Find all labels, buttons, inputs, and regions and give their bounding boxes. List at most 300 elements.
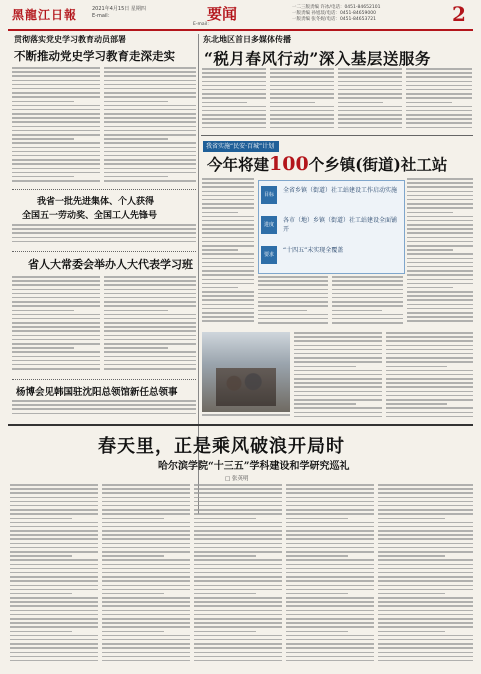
lead-body-col1 bbox=[10, 484, 98, 668]
text-line bbox=[286, 513, 374, 515]
top-right-body-col3 bbox=[338, 68, 402, 132]
text-line bbox=[378, 497, 473, 499]
text-line bbox=[194, 518, 256, 520]
text-line bbox=[102, 656, 190, 658]
text-line bbox=[12, 241, 196, 243]
text-line bbox=[406, 97, 472, 99]
text-line bbox=[407, 224, 473, 226]
text-line bbox=[270, 122, 334, 124]
text-line bbox=[202, 266, 254, 268]
text-line bbox=[194, 568, 282, 570]
callout-1 bbox=[261, 184, 401, 208]
social-work-headline-post: 个乡镇(街道)社工站 bbox=[308, 155, 448, 174]
text-line bbox=[102, 534, 190, 536]
newspaper-logo: 黑龍江日報 bbox=[12, 8, 78, 22]
text-line bbox=[194, 501, 282, 503]
text-line bbox=[104, 159, 196, 161]
text-line bbox=[294, 391, 382, 393]
text-line bbox=[286, 614, 374, 616]
text-line bbox=[194, 585, 282, 587]
text-line bbox=[10, 635, 98, 637]
text-line bbox=[12, 147, 100, 149]
text-line bbox=[378, 610, 473, 612]
text-line bbox=[378, 501, 473, 503]
text-line bbox=[202, 224, 254, 226]
text-line bbox=[378, 643, 473, 645]
text-line bbox=[338, 97, 402, 99]
text-line bbox=[407, 245, 473, 247]
callout-1-icon: 目标 bbox=[261, 186, 277, 204]
text-line bbox=[10, 593, 72, 595]
text-line bbox=[407, 191, 473, 193]
text-line bbox=[286, 610, 374, 612]
text-line bbox=[102, 501, 190, 503]
text-line bbox=[286, 576, 374, 578]
text-line bbox=[286, 622, 374, 624]
text-line bbox=[12, 224, 196, 226]
text-line bbox=[286, 492, 374, 494]
text-line bbox=[378, 551, 473, 553]
photo-caption bbox=[202, 414, 290, 422]
text-line bbox=[386, 386, 473, 388]
text-line bbox=[286, 564, 374, 566]
text-line bbox=[378, 647, 473, 649]
text-line bbox=[378, 555, 445, 557]
text-line bbox=[12, 339, 100, 341]
text-line bbox=[102, 580, 190, 582]
text-line bbox=[12, 176, 74, 178]
text-line bbox=[407, 228, 473, 230]
text-line bbox=[258, 310, 307, 312]
text-line bbox=[406, 76, 472, 78]
text-line bbox=[10, 559, 98, 561]
text-line bbox=[386, 412, 473, 414]
text-line bbox=[102, 618, 190, 620]
text-line bbox=[12, 71, 100, 73]
text-line bbox=[407, 186, 473, 188]
text-line bbox=[10, 501, 98, 503]
top-right-kicker: 东北地区首日多媒体传播 bbox=[203, 34, 291, 44]
text-line bbox=[10, 576, 98, 578]
text-line bbox=[102, 593, 164, 595]
text-line bbox=[12, 155, 100, 157]
text-line bbox=[378, 564, 473, 566]
text-line bbox=[406, 102, 452, 104]
text-line bbox=[12, 330, 100, 332]
text-line bbox=[286, 505, 374, 507]
text-line bbox=[202, 241, 254, 243]
text-line bbox=[10, 643, 98, 645]
text-line bbox=[294, 349, 382, 351]
callout-1-text: 全省乡镇（街道）社工站建设工作启动实施 bbox=[283, 187, 398, 194]
lead-body-col2 bbox=[102, 484, 190, 668]
top-right-body-col4 bbox=[406, 68, 472, 132]
text-line bbox=[407, 287, 453, 289]
text-line bbox=[386, 357, 473, 359]
lead-subheadline: 哈尔滨学院“十三五”学科建设和学研究巡礼 bbox=[158, 461, 350, 472]
text-line bbox=[386, 353, 473, 355]
text-line bbox=[202, 212, 238, 214]
text-line bbox=[270, 81, 334, 83]
text-line bbox=[202, 253, 254, 255]
text-line bbox=[378, 576, 473, 578]
text-line bbox=[194, 530, 282, 532]
text-line bbox=[194, 626, 282, 628]
text-line bbox=[407, 308, 473, 310]
text-line bbox=[10, 652, 98, 654]
text-line bbox=[407, 266, 473, 268]
text-line bbox=[10, 564, 98, 566]
section-title: 要闻 bbox=[207, 5, 238, 23]
top-right-rule bbox=[201, 135, 473, 136]
text-line bbox=[104, 80, 196, 82]
text-line bbox=[338, 122, 402, 124]
lead-body-col4 bbox=[286, 484, 374, 668]
text-line bbox=[378, 622, 473, 624]
text-line bbox=[378, 635, 473, 637]
text-line bbox=[202, 199, 254, 201]
text-line bbox=[10, 568, 98, 570]
text-line bbox=[286, 585, 374, 587]
text-line bbox=[102, 518, 164, 520]
text-line bbox=[104, 105, 196, 107]
text-line bbox=[102, 614, 190, 616]
top-right-body-col2 bbox=[270, 68, 334, 132]
text-line bbox=[104, 134, 196, 136]
text-line bbox=[102, 605, 190, 607]
text-line bbox=[386, 403, 447, 405]
text-line bbox=[286, 597, 374, 599]
text-line bbox=[104, 163, 196, 165]
text-line bbox=[286, 522, 374, 524]
text-line bbox=[378, 492, 473, 494]
text-line bbox=[286, 572, 374, 574]
social-work-body-col-a bbox=[294, 332, 382, 422]
text-line bbox=[286, 501, 374, 503]
text-line bbox=[194, 647, 282, 649]
text-line bbox=[202, 299, 254, 301]
text-line bbox=[102, 543, 190, 545]
text-line bbox=[386, 361, 473, 363]
text-line bbox=[102, 492, 190, 494]
social-work-body-col-b bbox=[386, 332, 473, 422]
text-line bbox=[286, 580, 374, 582]
text-line bbox=[338, 118, 402, 120]
text-line bbox=[407, 241, 473, 243]
volunteer-headline: 全国五一劳动奖、全国工人先锋号 bbox=[22, 211, 158, 221]
text-line bbox=[286, 555, 348, 557]
callout-2-text: 各市（地）乡镇（街道）社工站建设全面铺开 bbox=[283, 217, 398, 233]
text-line bbox=[12, 180, 100, 182]
text-line bbox=[294, 361, 382, 363]
text-line bbox=[202, 72, 266, 74]
text-line bbox=[407, 203, 473, 205]
text-line bbox=[10, 492, 98, 494]
text-line bbox=[202, 81, 266, 83]
text-line bbox=[202, 320, 254, 322]
text-line bbox=[202, 122, 266, 124]
text-line bbox=[294, 336, 382, 338]
text-line bbox=[104, 318, 196, 320]
text-line bbox=[378, 652, 473, 654]
text-line bbox=[12, 280, 100, 282]
text-line bbox=[338, 72, 402, 74]
text-line bbox=[102, 589, 190, 591]
callout-2-icon: 进度 bbox=[261, 216, 277, 234]
text-line bbox=[294, 370, 382, 372]
email-line: E-mail： bbox=[92, 13, 113, 19]
text-line bbox=[104, 71, 196, 73]
text-line bbox=[286, 530, 374, 532]
text-line bbox=[104, 356, 196, 358]
text-line bbox=[338, 76, 402, 78]
text-line bbox=[407, 258, 473, 260]
text-line bbox=[12, 134, 100, 136]
text-line bbox=[202, 127, 266, 129]
text-line bbox=[386, 349, 473, 351]
text-line bbox=[378, 505, 473, 507]
text-line bbox=[12, 318, 100, 320]
text-line bbox=[12, 151, 100, 153]
text-line bbox=[332, 276, 403, 278]
callout-2 bbox=[261, 214, 401, 238]
text-line bbox=[332, 314, 403, 316]
volunteer-rule bbox=[12, 189, 196, 190]
text-line bbox=[294, 395, 382, 397]
text-line bbox=[12, 413, 196, 415]
text-line bbox=[10, 614, 98, 616]
text-line bbox=[10, 580, 98, 582]
text-line bbox=[12, 126, 100, 128]
text-line bbox=[10, 518, 72, 520]
text-line bbox=[102, 505, 190, 507]
text-line bbox=[332, 280, 403, 282]
text-line bbox=[406, 118, 472, 120]
text-line bbox=[338, 127, 402, 129]
social-work-body-col1 bbox=[202, 178, 254, 328]
text-line bbox=[194, 564, 282, 566]
text-line bbox=[407, 195, 473, 197]
text-line bbox=[194, 643, 282, 645]
text-line bbox=[12, 356, 100, 358]
text-line bbox=[12, 117, 100, 119]
lead-byline: □ 张英明 bbox=[225, 476, 249, 482]
text-line bbox=[406, 110, 472, 112]
text-line bbox=[270, 127, 334, 129]
text-line bbox=[378, 547, 473, 549]
text-line bbox=[406, 85, 472, 87]
text-line bbox=[286, 652, 374, 654]
text-line bbox=[407, 249, 453, 251]
text-line bbox=[12, 293, 100, 295]
text-line bbox=[10, 618, 98, 620]
text-line bbox=[104, 101, 168, 103]
text-line bbox=[270, 72, 334, 74]
text-line bbox=[12, 284, 100, 286]
contact-line-2: 一版责编 孙旭琰/电话：0451-84659000 bbox=[292, 11, 376, 16]
text-line bbox=[194, 580, 282, 582]
text-line bbox=[194, 551, 282, 553]
text-line bbox=[202, 304, 254, 306]
text-line bbox=[258, 297, 328, 299]
text-line bbox=[194, 660, 282, 662]
text-line bbox=[202, 114, 266, 116]
text-line bbox=[407, 295, 473, 297]
text-line bbox=[104, 113, 196, 115]
text-line bbox=[102, 522, 190, 524]
text-line bbox=[10, 513, 98, 515]
text-line bbox=[286, 635, 374, 637]
text-line bbox=[386, 407, 473, 409]
text-line bbox=[12, 228, 196, 230]
text-line bbox=[407, 283, 473, 285]
text-line bbox=[270, 110, 334, 112]
text-line bbox=[378, 589, 473, 591]
text-line bbox=[104, 347, 168, 349]
text-line bbox=[12, 335, 100, 337]
text-line bbox=[258, 322, 328, 324]
text-line bbox=[406, 89, 472, 91]
text-line bbox=[406, 106, 472, 108]
text-line bbox=[407, 212, 453, 214]
text-line bbox=[378, 660, 473, 662]
text-line bbox=[378, 522, 473, 524]
text-line bbox=[378, 488, 473, 490]
text-line bbox=[270, 93, 334, 95]
text-line bbox=[104, 322, 196, 324]
text-line bbox=[10, 639, 98, 641]
text-line bbox=[12, 96, 100, 98]
text-line bbox=[286, 618, 374, 620]
text-line bbox=[10, 530, 98, 532]
text-line bbox=[202, 258, 254, 260]
text-line bbox=[258, 318, 328, 320]
text-line bbox=[12, 75, 100, 77]
text-line bbox=[386, 366, 447, 368]
social-work-headline-number: 100 bbox=[269, 153, 309, 175]
text-line bbox=[338, 102, 383, 104]
text-line bbox=[258, 314, 328, 316]
text-line bbox=[194, 572, 282, 574]
text-line bbox=[286, 509, 374, 511]
text-line bbox=[194, 526, 282, 528]
text-line bbox=[104, 84, 196, 86]
news-photo bbox=[202, 332, 290, 412]
text-line bbox=[194, 513, 282, 515]
text-line bbox=[10, 509, 98, 511]
text-line bbox=[102, 568, 190, 570]
text-line bbox=[12, 130, 100, 132]
text-line bbox=[332, 305, 403, 307]
text-line bbox=[294, 378, 382, 380]
text-line bbox=[104, 117, 196, 119]
text-line bbox=[407, 199, 473, 201]
text-line bbox=[202, 274, 254, 276]
text-line bbox=[286, 660, 374, 662]
text-line bbox=[270, 114, 334, 116]
text-line bbox=[102, 585, 190, 587]
text-line bbox=[10, 660, 98, 662]
top-left-body-col2 bbox=[104, 67, 196, 185]
text-line bbox=[12, 351, 100, 353]
text-line bbox=[202, 237, 254, 239]
text-line bbox=[194, 505, 282, 507]
meeting-rule bbox=[12, 251, 196, 252]
text-line bbox=[194, 614, 282, 616]
text-line bbox=[10, 555, 72, 557]
text-line bbox=[407, 182, 473, 184]
shenyang-rule bbox=[12, 379, 196, 380]
text-line bbox=[270, 102, 315, 104]
text-line bbox=[286, 538, 374, 540]
text-line bbox=[338, 81, 402, 83]
text-line bbox=[378, 601, 473, 603]
text-line bbox=[104, 121, 196, 123]
text-line bbox=[12, 113, 100, 115]
text-line bbox=[104, 138, 168, 140]
text-line bbox=[104, 335, 196, 337]
text-line bbox=[202, 186, 254, 188]
text-line bbox=[12, 404, 196, 406]
text-line bbox=[102, 530, 190, 532]
text-line bbox=[378, 605, 473, 607]
text-line bbox=[10, 572, 98, 574]
lead-rule bbox=[8, 424, 473, 426]
text-line bbox=[102, 538, 190, 540]
text-line bbox=[378, 585, 473, 587]
text-line bbox=[407, 262, 473, 264]
text-line bbox=[378, 538, 473, 540]
text-line bbox=[102, 610, 190, 612]
text-line bbox=[104, 75, 196, 77]
text-line bbox=[102, 652, 190, 654]
shenyang-headline: 杨博会见韩国驻沈阳总领馆新任总领事 bbox=[16, 387, 178, 398]
text-line bbox=[286, 631, 348, 633]
text-line bbox=[102, 559, 190, 561]
text-line bbox=[12, 297, 100, 299]
text-line bbox=[12, 400, 196, 402]
text-line bbox=[194, 559, 282, 561]
text-line bbox=[12, 326, 100, 328]
text-line bbox=[104, 276, 196, 278]
text-line bbox=[12, 276, 100, 278]
text-line bbox=[202, 245, 254, 247]
text-line bbox=[378, 626, 473, 628]
text-line bbox=[286, 488, 374, 490]
text-line bbox=[104, 368, 196, 370]
text-line bbox=[104, 96, 196, 98]
text-line bbox=[202, 182, 254, 184]
text-line bbox=[202, 85, 266, 87]
text-line bbox=[378, 639, 473, 641]
text-line bbox=[194, 605, 282, 607]
text-line bbox=[104, 130, 196, 132]
text-line bbox=[104, 280, 196, 282]
text-line bbox=[202, 191, 254, 193]
meeting-headline: 省人大常委会举办人大代表学习班 bbox=[28, 258, 193, 271]
text-line bbox=[338, 114, 402, 116]
text-line bbox=[270, 97, 334, 99]
text-line bbox=[378, 631, 445, 633]
email-secondary: E-mail： bbox=[193, 22, 212, 27]
top-left-body-col1 bbox=[12, 67, 100, 185]
text-line bbox=[102, 626, 190, 628]
text-line bbox=[294, 399, 382, 401]
text-line bbox=[102, 647, 190, 649]
text-line bbox=[102, 601, 190, 603]
text-line bbox=[202, 291, 254, 293]
text-line bbox=[407, 312, 473, 314]
